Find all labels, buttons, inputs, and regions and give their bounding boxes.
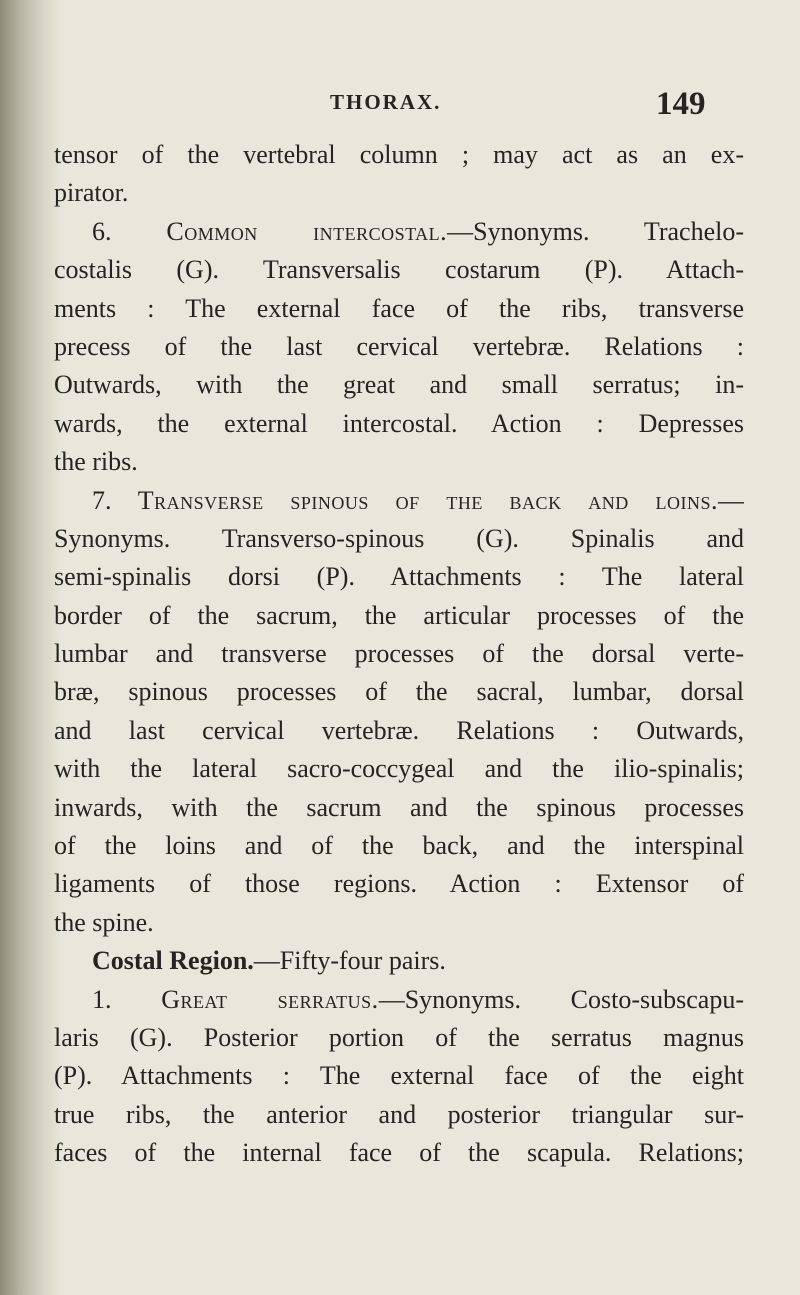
text-line: wards, the external intercostal. Action : Depresses [54, 408, 744, 438]
running-header [0, 86, 800, 126]
section-heading-costal-region [54, 942, 744, 980]
text-line: border of the sacrum, the articular processes of the [54, 600, 744, 630]
section-heading-transverse-spinous [54, 482, 744, 520]
text-line: true ribs, the anterior and posterior triangular sur- [54, 1099, 744, 1129]
text-run: —Fifty-four pairs. [253, 946, 446, 976]
text-line: and last cervical vertebræ. Relations : Outwards, [54, 715, 744, 745]
section-heading-common-intercostal [54, 213, 744, 251]
text-line: the ribs. [54, 447, 138, 477]
muscle-name: Common intercostal. [166, 216, 448, 246]
text-line: precess of the last cervical vertebræ. Relations : [54, 331, 744, 361]
item-number: 7. [92, 485, 138, 515]
text-line: laris (G). Posterior portion of the serratus magnus [54, 1022, 744, 1052]
muscle-name: Transverse spinous of the back and loins. [137, 485, 719, 515]
text-line: tensor of the vertebral column ; may act as an ex- [54, 140, 744, 169]
text-line: semi-spinalis dorsi (P). Attachments : The lateral [54, 562, 744, 592]
text-line: of the loins and of the back, and the interspinal [54, 831, 744, 861]
text-line: with the lateral sacro-coccygeal and the ilio-spinalis; [54, 754, 744, 784]
text-line: bræ, spinous processes of the sacral, lumbar, dorsal [54, 677, 744, 707]
item-number: 1. [92, 984, 162, 1014]
item-number: 6. [92, 216, 167, 246]
text-line: (P). Attachments : The external face of the eight [54, 1061, 744, 1091]
text-line: inwards, with the sacrum and the spinous processes [54, 792, 744, 822]
region-title: Costal Region. [92, 946, 254, 976]
text-line: faces of the internal face of the scapula. Relations; [54, 1138, 744, 1168]
text-run: — [718, 485, 744, 515]
section-heading-great-serratus [54, 981, 744, 1019]
text-line: the spine. [54, 907, 154, 937]
running-title: THORAX. [330, 90, 442, 114]
text-line: Synonyms. Transverso-spinous (G). Spinalis and [54, 523, 744, 553]
text-line: pirator. [54, 178, 129, 208]
text-line: lumbar and transverse processes of the dorsal verte- [54, 639, 744, 669]
text-line: costalis (G). Transversalis costarum (P). Attach- [54, 255, 744, 285]
text-line: Outwards, with the great and small serratus; in- [54, 370, 744, 400]
body-text [54, 136, 744, 1173]
page-number: 149 [656, 86, 706, 122]
text-run: —Synonyms. Trachelo- [447, 216, 744, 246]
muscle-name: Great serratus. [161, 984, 379, 1014]
text-line: ligaments of those regions. Action : Extensor of [54, 869, 744, 899]
text-line: ments : The external face of the ribs, transverse [54, 293, 744, 323]
text-run: —Synonyms. Costo-subscapu- [378, 984, 744, 1014]
